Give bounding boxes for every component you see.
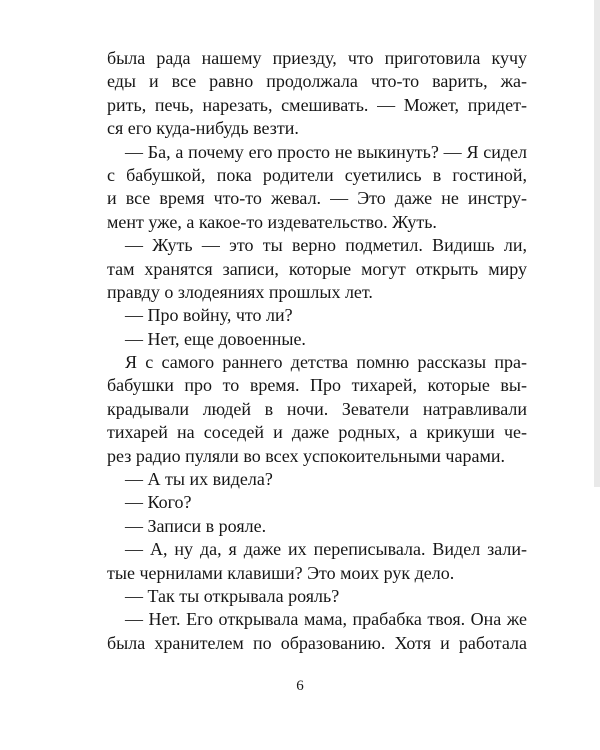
text-line: еды и все равно продолжала что-то варить, жа- xyxy=(107,71,527,92)
text-line: бабушки про то время. Про тихарей, которые вы- xyxy=(107,375,527,396)
text-line: была рада нашему приезду, что приготовила кучу xyxy=(107,48,527,68)
text-line: рить, печь, нарезать, смешивать. — Может, придет- xyxy=(107,94,527,115)
text-line: и все время что-то жевал. — Это даже не инстру- xyxy=(107,188,527,209)
text-line: — Так ты открывала рояль? xyxy=(125,585,340,606)
scan-edge-shadow xyxy=(594,0,600,487)
text-line: правду о злодеяниях прошлых лет. xyxy=(107,281,373,302)
text-line: — А ты их видела? xyxy=(125,469,273,490)
text-line: — Ба, а почему его просто не выкинуть? — Я сидел xyxy=(125,141,527,162)
text-line: — Нет. Его открывала мама, прабабка твоя. Она же xyxy=(125,609,527,630)
text-line: Я с самого раннего детства помню рассказы пра- xyxy=(125,352,527,373)
text-line: тые чернилами клавиши? Это моих рук дело. xyxy=(107,562,455,583)
text-line: — Кого? xyxy=(125,492,192,513)
text-line: была хранителем по образованию. Хотя и работала xyxy=(107,632,527,653)
text-line: мент уже, а какое-то издевательство. Жуть. xyxy=(107,211,437,232)
text-line: рез радио пуляли во всех успокоительными чарами. xyxy=(107,445,505,466)
text-line: — Жуть — это ты верно подметил. Видишь ли, xyxy=(125,235,527,256)
text-line: крадывали людей в ночи. Зеватели натравливали xyxy=(107,398,527,419)
body-text xyxy=(107,47,527,655)
text-line: с бабушкой, пока родители суетились в гостиной, xyxy=(107,164,527,185)
text-line: — А, ну да, я даже их переписывала. Видел зали- xyxy=(125,539,527,560)
page-number: 6 xyxy=(296,678,304,694)
text-line: там хранятся записи, которые могут открыть миру xyxy=(107,258,527,279)
text-line: — Записи в рояле. xyxy=(125,515,267,536)
text-line: ся его куда-нибудь везти. xyxy=(107,118,299,139)
text-line: тихарей на соседей и даже родных, а крикуши че- xyxy=(107,422,527,443)
text-line: — Про войну, что ли? xyxy=(125,305,293,326)
text-line: — Нет, еще довоенные. xyxy=(125,328,306,349)
